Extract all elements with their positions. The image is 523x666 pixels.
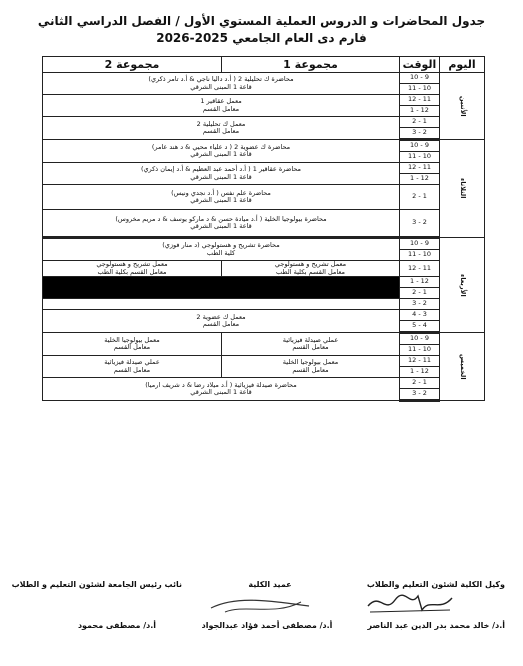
cell-line: معمل ك عضوية 2 [196, 312, 246, 321]
time-slot: 1 - 2 [400, 288, 440, 299]
schedule-cell-group-1 [222, 356, 400, 378]
time-slot: 10 - 11 [400, 152, 440, 163]
day-wednesday [440, 238, 485, 333]
time-slot: 12 - 1 [400, 367, 440, 378]
cell-line: قاعة 1 المبنى الشرقي [190, 222, 252, 230]
cell-line: معامل القسم بكلية الطب [97, 267, 167, 276]
signature-name-dean: أ.د/ مصطفى أحمد فؤاد عبدالجواد [201, 621, 333, 630]
empty-cell [43, 299, 400, 310]
cell-line: معامل القسم [202, 320, 240, 328]
time-slot: 11 - 12 [400, 163, 440, 174]
time-slot: 2 - 3 [400, 389, 440, 401]
time-slot: 11 - 12 [400, 356, 440, 367]
time-slot: 10 - 11 [400, 84, 440, 95]
handwritten-signature-dean [205, 590, 315, 618]
cell-line: قاعة 1 المبنى الشرقي [190, 388, 252, 396]
schedule-cell [43, 378, 400, 401]
time-slot: 2 - 3 [400, 299, 440, 310]
header-group-1: مجموعة 1 [222, 57, 400, 73]
time-slot: 12 - 1 [400, 106, 440, 117]
cell-line: معامل القسم بكلية الطب [276, 267, 345, 276]
cell-line: معامل القسم [113, 343, 151, 351]
cell-line: كلية الطب [206, 248, 236, 257]
day-label: الأثنين [458, 95, 467, 117]
schedule-cell [43, 163, 400, 185]
signature-title-dean: عميد الكلية [248, 580, 292, 589]
day-label: الثلاثاء [458, 178, 467, 199]
table-header-row [43, 57, 485, 73]
signature-title-vice-president: نائب رئيس الجامعة لشئون التعليم و الطلاب [11, 580, 182, 589]
schedule-cell-group-2 [43, 333, 222, 356]
cell-line: عملي صيدلة فيزيائية [282, 335, 339, 344]
cell-line: محاضرة عقاقير 1 ( أ.د أحمد عبد العظيم & أ.د إيمان ذكري) [140, 165, 302, 173]
day-tuesday [440, 140, 485, 238]
cell-line: معمل عقاقير 1 [200, 97, 242, 105]
time-slot: 10 - 11 [400, 250, 440, 261]
time-slot: 2 - 3 [400, 210, 440, 238]
time-slot: 11 - 12 [400, 95, 440, 106]
time-slot: 4 - 5 [400, 321, 440, 333]
signature-name-vice-president: أ.د/ مصطفى محمود [77, 621, 156, 630]
schedule-cell-group-1 [222, 261, 400, 277]
schedule-cell [43, 210, 400, 238]
time-slot: 2 - 3 [400, 128, 440, 140]
schedule-cell [43, 185, 400, 210]
schedule-cell [43, 117, 400, 140]
time-slot: 9 - 10 [400, 333, 440, 345]
cell-line: قاعة 1 المبنى الشرقي [190, 196, 252, 204]
signature-title-vice-dean: وكيل الكلية لشئون التعليم والطلاب [366, 580, 505, 589]
cell-line: معامل القسم [292, 365, 329, 374]
cell-line: معامل القسم [292, 343, 329, 351]
cell-line: معمل بيولوجيا الخلية [282, 358, 339, 366]
schedule-cell [43, 95, 400, 117]
cell-line: قاعة 1 المبنى الشرقي [190, 150, 252, 158]
time-slot: 12 - 1 [400, 277, 440, 288]
cell-line: محاضرة ك تحليلية 2 ( أ.د داليا ناجي & أ.د تامر ذكري) [148, 75, 294, 83]
signature-name-vice-dean: أ.د/ خالد محمد بدر الدين عبد الناصر [367, 621, 505, 630]
time-slot: 11 - 12 [400, 261, 440, 277]
time-slot: 9 - 10 [400, 238, 440, 250]
cell-line: محاضرة صيدلة فيزيائية ( أ.د ميلاد رضا & د شريف ارميا) [145, 380, 297, 389]
cell-line: معمل بيولوجيا الخلية [104, 335, 160, 344]
cell-line: محاضرة ك عضوية 2 ( د علياء محيي & د هند عامر) [151, 142, 291, 151]
cell-line: معامل القسم [202, 127, 240, 135]
time-slot: 1 - 2 [400, 185, 440, 210]
time-slot: 1 - 2 [400, 117, 440, 128]
time-slot: 3 - 4 [400, 310, 440, 321]
day-label: الخميس [458, 353, 467, 380]
handwritten-signature-vice-dean [360, 588, 460, 618]
document-title: جدول المحاضرات و الدروس العملية المستوي الأول / الفصل الدراسي الثاني [37, 14, 486, 28]
time-slot: 1 - 2 [400, 378, 440, 389]
day-thursday [440, 333, 485, 401]
header-time: الوقت [400, 57, 440, 73]
time-slot: 12 - 1 [400, 174, 440, 185]
cell-line: معمل تشريح و هستولوجي [96, 260, 168, 268]
schedule-cell-group-1 [222, 333, 400, 356]
schedule-cell-group-2 [43, 261, 222, 277]
header-day: اليوم [440, 57, 485, 73]
cell-line: معامل القسم [113, 365, 151, 374]
schedule-cell [43, 238, 400, 261]
cell-line: محاضرة بيولوجيا الخلية ( أ.د ميادة حسن & د ماركو يوسف & د مريم مخروس) [115, 214, 327, 223]
cell-line: قاعة 1 المبنى الشرقي [190, 172, 252, 181]
cell-line: محاضرة تشريح و هستولوجي (د منار فوزي) [162, 241, 280, 249]
cell-line: معامل القسم [202, 104, 240, 113]
schedule-table [42, 56, 485, 402]
redacted-block [43, 277, 400, 299]
time-slot: 9 - 10 [400, 140, 440, 152]
cell-line: قاعة 1 المبنى الشرقي [190, 82, 252, 91]
schedule-cell [43, 310, 400, 333]
document-subtitle: فارم دى العام الجامعي 2025-2026 [156, 31, 367, 45]
schedule-cell-group-2 [43, 356, 222, 378]
time-slot: 9 - 10 [400, 73, 440, 84]
time-slot: 10 - 11 [400, 345, 440, 356]
schedule-cell [43, 73, 400, 95]
header-group-2: مجموعة 2 [43, 57, 222, 73]
day-label: الأربعاء [458, 273, 467, 297]
cell-line: عملي صيدلة فيزيائية [104, 358, 160, 366]
day-monday [440, 73, 485, 140]
schedule-cell [43, 140, 400, 163]
cell-line: محاضرة علم نفس ( أ.د نجدي ونيس) [171, 188, 271, 197]
cell-line: معمل ك تحليلية 2 [196, 119, 246, 128]
cell-line: معمل تشريح و هستولوجي [274, 260, 347, 268]
